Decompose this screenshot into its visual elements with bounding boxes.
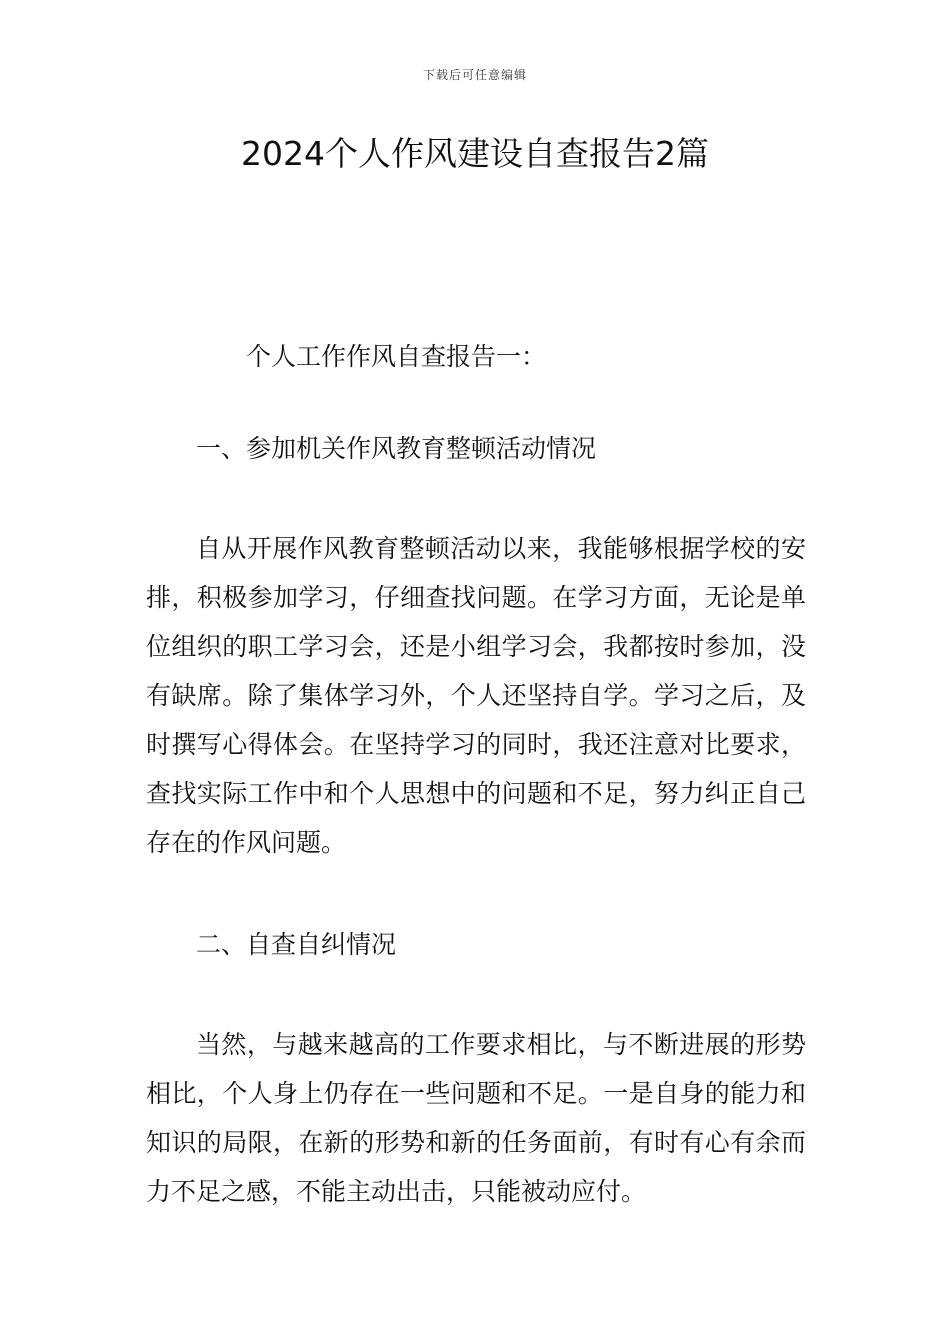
report-subtitle: 个人工作作风自查报告一： — [246, 342, 547, 371]
section-paragraph-1: 自从开展作风教育整顿活动以来，我能够根据学校的安排，积极参加学习，仔细查找问题。在学习方面，无论是单位组织的职工学习会，还是小组学习会，我都按时参加，没有缺席。除了集体学习外，个人还坚持自学。学习之后，及时撰写心得体会。在坚持学习的同时，我还注意对比要求，查找实际工作中和个人思想中的问题和不足，努力纠正自己存在的作风问题。 — [146, 534, 806, 857]
section-heading-1: 一、参加机关作风教育整顿活动情况 — [196, 434, 597, 463]
section-heading-2: 二、自查自纠情况 — [196, 930, 397, 959]
document-title: 2024个人作风建设自查报告2篇 — [241, 134, 709, 173]
section-paragraph-2: 当然，与越来越高的工作要求相比，与不断进展的形势相比，个人身上仍存在一些问题和不足。一是自身的能力和知识的局限，在新的形势和新的任务面前，有时有心有余而力不足之感，不能主动出击，只能被动应付。 — [146, 1030, 806, 1206]
header-note: 下载后可任意编辑 — [422, 68, 527, 82]
